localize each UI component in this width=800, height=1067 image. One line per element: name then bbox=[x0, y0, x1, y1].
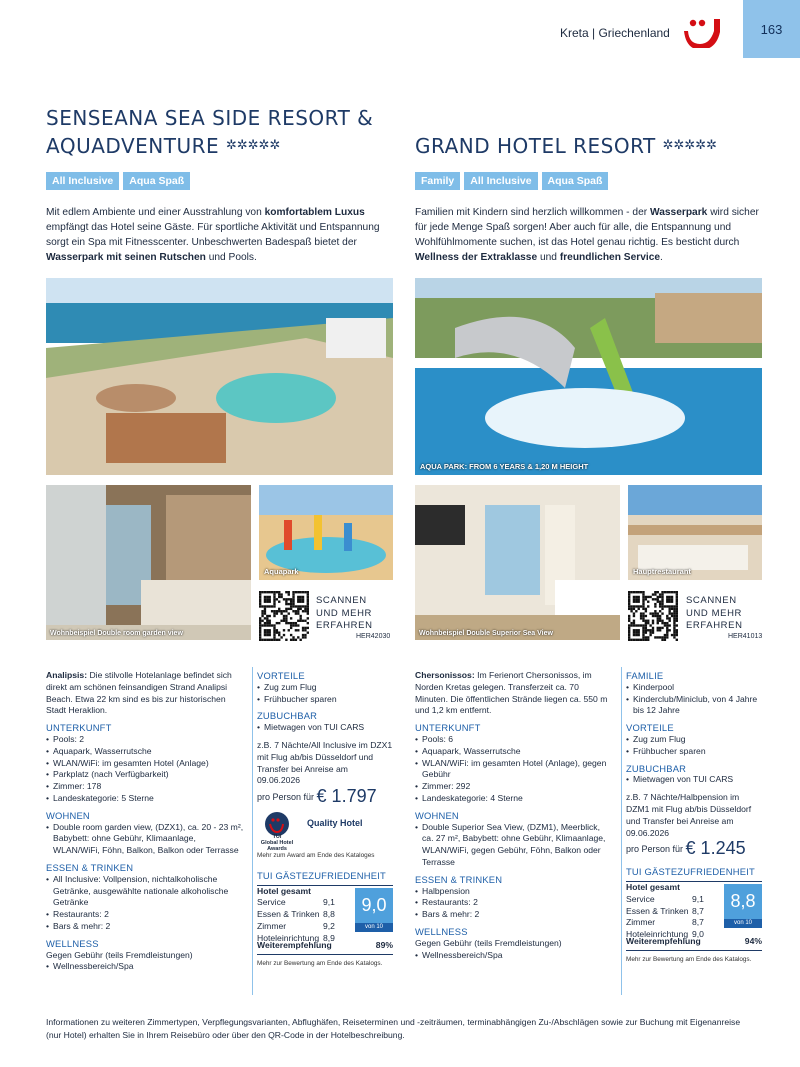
rating-value: 9,2 bbox=[323, 920, 335, 931]
wellness-text: Gegen Gebühr (teils Fremdleistungen) bbox=[415, 937, 562, 948]
section-list bbox=[626, 682, 762, 717]
left-tags bbox=[46, 171, 194, 190]
intro-text: komfortablem Luxus bbox=[264, 207, 365, 218]
intro-text: freundlichen Service bbox=[559, 252, 661, 263]
section-title: VORTEILE bbox=[257, 670, 305, 681]
list-item: • Double room garden view, (DZX1), ca. 20 - 23 m², Babybett: ohne Gebühr, Klimaanlage, WLAN/WiFi, Föhn, Balkon, Balkon oder Terrasse bbox=[46, 822, 244, 857]
recommend-label: Weiterempfehlung bbox=[626, 936, 701, 947]
location-label: Analipsis: bbox=[46, 670, 88, 680]
recommendation bbox=[257, 940, 393, 952]
list-item: • Double Superior Sea View, (DZM1), Meerblick, ca. 27 m², Babybett: ohne Gebühr, Klimaanlage, WLAN/WiFi, gegen Gebühr, Föhn, Balkon oder Terrasse bbox=[415, 822, 613, 869]
list-item: • Landeskategorie: 4 Sterne bbox=[415, 793, 613, 805]
recommend-value: 94% bbox=[744, 936, 762, 947]
rating-box bbox=[257, 885, 393, 955]
restaurant-photo bbox=[628, 485, 762, 580]
list-item: • Bars & mehr: 2 bbox=[46, 921, 244, 933]
section-title: UNTERKUNFT bbox=[46, 722, 112, 734]
right-details bbox=[415, 670, 613, 961]
list-item: • Aquapark, Wasserrutsche bbox=[46, 746, 244, 758]
left-title-line2: AQUADVENTURE bbox=[46, 134, 220, 158]
intro-text: empfängt das Hotel seine Gäste. Für sportliche Aktivität und Entspannung sorgt ein Spa mit Fitnesscenter. Unbeschwerten Badespaß bietet der bbox=[46, 222, 380, 248]
recommendation bbox=[626, 936, 762, 948]
offer-text: z.B. 7 Nächte/All Inclusive im DZX1 mit Flug ab/bis Düsseldorf und Transfer bei Anreise am 09.06.2026 bbox=[257, 739, 393, 786]
scan-line: ERFAHREN bbox=[316, 620, 373, 631]
hotel-code: HER42030 bbox=[356, 633, 391, 640]
rating-title: TUI GÄSTEZUFRIEDENHEIT bbox=[257, 869, 386, 881]
section-list bbox=[46, 734, 244, 805]
list-item: • Kinderclub/Miniclub, von 4 Jahre bis 12 Jahre bbox=[626, 694, 762, 718]
score-scale: von 10 bbox=[355, 923, 393, 932]
scan-text bbox=[316, 595, 373, 633]
right-sidebar bbox=[626, 670, 762, 966]
left-hotel-title bbox=[46, 104, 396, 160]
section-list bbox=[257, 682, 393, 706]
rating-note: Mehr zur Bewertung am Ende des Katalogs. bbox=[257, 959, 383, 967]
offer-text: z.B. 7 Nächte/Halbpension im DZM1 mit Flug ab/bis Düsseldorf und Transfer bei Anreise am 09.06.2026 bbox=[626, 792, 752, 838]
rating-label: Zimmer bbox=[257, 920, 287, 931]
price-prefix: pro Person für bbox=[257, 792, 315, 803]
intro-text: wird sicher für jede Menge Spaß sorgen! Aber auch für alle, die Entspannung und Wohlfühlmomente suchen, ist das Hotel genau richtig. Es besticht durch bbox=[415, 207, 759, 248]
award-line: Global Hotel bbox=[260, 839, 294, 846]
intro-text: Wasserpark mit seinen Rutschen bbox=[46, 252, 206, 263]
list-item: • Pools: 2 bbox=[46, 734, 244, 746]
list-item: • Kinderpool bbox=[626, 682, 762, 694]
list-item: • Frühbucher sparen bbox=[626, 746, 762, 758]
right-intro bbox=[415, 205, 763, 265]
recommend-value: 89% bbox=[375, 939, 393, 950]
hotel-code: HER41013 bbox=[728, 633, 763, 640]
rating-label: Hoteleinrichtung bbox=[257, 932, 320, 943]
right-hotel-title bbox=[415, 132, 765, 160]
location-text bbox=[415, 670, 613, 717]
price-prefix: pro Person für bbox=[626, 844, 684, 855]
location-label: Chersonissos: bbox=[415, 670, 475, 680]
section-list bbox=[46, 822, 244, 857]
rating-value: 9,0 bbox=[692, 929, 704, 940]
list-item: • Wellnessbereich/Spa bbox=[415, 950, 613, 962]
section-title: ZUBUCHBAR bbox=[626, 762, 687, 774]
rating-box bbox=[626, 881, 762, 951]
scan-line: UND MEHR bbox=[316, 607, 372, 619]
list-item: • WLAN/WiFi: im gesamten Hotel (Anlage), gegen Gebühr bbox=[415, 758, 613, 782]
section-title: WOHNEN bbox=[415, 809, 459, 821]
list-item: • Pools: 6 bbox=[415, 734, 613, 746]
price-value: € 1.245 bbox=[685, 838, 746, 859]
aquapark-caption: Aquapark bbox=[264, 567, 299, 576]
right-stars: ✲✲✲✲✲ bbox=[662, 138, 718, 153]
list-item: • Parkplatz (nach Verfügbarkeit) bbox=[46, 769, 244, 781]
tag: All Inclusive bbox=[46, 172, 119, 190]
score-scale: von 10 bbox=[724, 919, 762, 928]
award-line: TUI bbox=[272, 833, 282, 840]
rating-value: 8,7 bbox=[692, 905, 704, 916]
section-title: WELLNESS bbox=[46, 937, 99, 949]
page-number: 163 bbox=[743, 0, 800, 58]
scan-line: UND MEHR bbox=[686, 607, 742, 619]
rating-value: 8,9 bbox=[323, 932, 335, 943]
left-details bbox=[46, 670, 244, 973]
restaurant-caption: Hauptrestaurant bbox=[633, 567, 691, 576]
tag: Aqua Spaß bbox=[542, 172, 609, 190]
tag: Aqua Spaß bbox=[123, 172, 190, 190]
award-note: Mehr zum Award am Ende des Kataloges bbox=[257, 851, 375, 859]
rating-label: Essen & Trinken bbox=[257, 909, 320, 920]
section-list bbox=[415, 822, 613, 869]
rating-label: Service bbox=[626, 893, 655, 904]
section-list bbox=[257, 722, 393, 734]
list-item: • All Inclusive: Vollpension, nichtalkoholische Getränke, ausgewählte nationale alkoholische Getränke bbox=[46, 874, 244, 909]
rating-title: TUI GÄSTEZUFRIEDENHEIT bbox=[626, 866, 755, 878]
price-value: € 1.797 bbox=[316, 786, 377, 807]
intro-text: Wasserpark bbox=[649, 207, 708, 218]
list-item: • Landeskategorie: 5 Sterne bbox=[46, 793, 244, 805]
right-title: GRAND HOTEL RESORT bbox=[415, 134, 656, 158]
rating-label: Essen & Trinken bbox=[626, 905, 689, 916]
aquapark-photo bbox=[259, 485, 393, 580]
left-title-line1: SENSEANA SEA SIDE RESORT & bbox=[46, 106, 374, 130]
section-title: WOHNEN bbox=[46, 809, 90, 821]
header-location: Kreta | Griechenland bbox=[560, 26, 670, 40]
list-item: • WLAN/WiFi: im gesamten Hotel (Anlage) bbox=[46, 758, 244, 770]
rating-label: Service bbox=[257, 897, 286, 908]
list-item: • Restaurants: 2 bbox=[46, 909, 244, 921]
rating-value: 8,7 bbox=[692, 917, 704, 928]
section-title: WELLNESS bbox=[415, 925, 468, 937]
wellness-text: Gegen Gebühr (teils Fremdleistungen) bbox=[46, 949, 193, 960]
divider bbox=[621, 667, 622, 995]
scan-text bbox=[686, 595, 743, 633]
list-item: • Zug zum Flug bbox=[257, 682, 393, 694]
list-item: • Aquapark, Wasserrutsche bbox=[415, 746, 613, 758]
intro-text: Wellness der Extraklasse bbox=[415, 252, 538, 263]
rating-label: Hoteleinrichtung bbox=[626, 929, 689, 940]
list-item: • Wellnessbereich/Spa bbox=[46, 961, 244, 973]
section-title: ESSEN & TRINKEN bbox=[415, 873, 503, 885]
award-label: Quality Hotel bbox=[307, 817, 363, 828]
qr-code[interactable] bbox=[259, 591, 309, 641]
divider bbox=[252, 667, 253, 995]
score-badge: 8,8 bbox=[724, 884, 762, 919]
list-item: • Bars & mehr: 2 bbox=[415, 909, 613, 921]
room-photo bbox=[46, 485, 251, 640]
section-title: ZUBUCHBAR bbox=[257, 710, 318, 722]
section-list bbox=[46, 874, 244, 933]
location-text bbox=[46, 670, 244, 717]
list-item: • Mietwagen von TUI CARS bbox=[626, 774, 762, 786]
right-tags bbox=[415, 171, 612, 190]
location-desc: Im Ferienort Chersonissos, im Norden Kretas gelegen. Transferzeit ca. 70 Minuten. Die öffentlichen Strände liegen ca. 550 m und 1,2 km entfernt. bbox=[415, 670, 608, 716]
rating-value: 8,8 bbox=[323, 909, 335, 920]
section-list bbox=[626, 774, 762, 786]
room-photo bbox=[415, 485, 620, 640]
section-title: VORTEILE bbox=[626, 722, 674, 734]
intro-text: Mit edlem Ambiente und einer Ausstrahlung von bbox=[46, 207, 265, 218]
score-badge: 9,0 bbox=[355, 888, 393, 923]
rating-label: Zimmer bbox=[626, 917, 656, 928]
section-title: UNTERKUNFT bbox=[415, 722, 481, 734]
tui-logo bbox=[684, 14, 726, 48]
rating-value: 9,1 bbox=[323, 897, 335, 908]
intro-text: . bbox=[660, 252, 663, 263]
left-sidebar bbox=[257, 670, 393, 969]
waterpark-caption: AQUA PARK: FROM 6 YEARS & 1,20 M HEIGHT bbox=[420, 462, 589, 471]
rating-head: Hotel gesamt bbox=[257, 885, 311, 896]
list-item: • Zug zum Flug bbox=[626, 734, 762, 746]
section-list bbox=[415, 886, 613, 921]
recommend-label: Weiterempfehlung bbox=[257, 939, 332, 950]
tag: Family bbox=[415, 172, 460, 190]
price bbox=[257, 786, 393, 807]
list-item: • Restaurants: 2 bbox=[415, 897, 613, 909]
qr-code[interactable] bbox=[628, 591, 678, 641]
list-item: • Frühbucher sparen bbox=[257, 694, 393, 706]
intro-text: Familien mit Kindern sind herzlich willkommen - der bbox=[415, 207, 650, 218]
list-item: • Zimmer: 178 bbox=[46, 781, 244, 793]
location-desc: Die stilvolle Hotelanlage befindet sich direkt am schönen feinsandigen Strand Analipsi Beach. Etwa 22 km sind es bis zur historischen Stadt Heraklion. bbox=[46, 670, 232, 716]
scan-line: SCANNEN bbox=[316, 595, 367, 606]
rating-head: Hotel gesamt bbox=[626, 881, 680, 892]
price bbox=[626, 838, 762, 859]
award-line: Awards bbox=[267, 845, 287, 852]
section-title: FAMILIE bbox=[626, 670, 664, 681]
footer-note: Informationen zu weiteren Zimmertypen, Verpflegungsvarianten, Abflughäfen, Reiseterminen und -zeiträumen, terminabhängigen Zu-/Abschlägen sowie zur Buchung mit Eigenanreise (nur Hotel) erhalten Sie in Ihrem Reisebüro oder über den QR-Code in der Hotelbeschreibung. bbox=[46, 1017, 741, 1040]
scan-line: SCANNEN bbox=[686, 595, 737, 606]
award-badge bbox=[257, 810, 393, 852]
list-item: • Zimmer: 292 bbox=[415, 781, 613, 793]
scan-line: ERFAHREN bbox=[686, 620, 743, 631]
resort-aerial-photo bbox=[46, 278, 393, 475]
room-caption: Wohnbeispiel Double room garden view bbox=[50, 630, 183, 637]
intro-text: und bbox=[537, 252, 560, 263]
room-caption: Wohnbeispiel Double Superior Sea View bbox=[419, 630, 553, 637]
waterpark-photo bbox=[415, 278, 762, 475]
rating-value: 9,1 bbox=[692, 893, 704, 904]
tag: All Inclusive bbox=[464, 172, 537, 190]
left-intro bbox=[46, 205, 394, 265]
left-stars: ✲✲✲✲✲ bbox=[225, 138, 281, 153]
section-list bbox=[415, 734, 613, 805]
intro-text: und Pools. bbox=[205, 252, 257, 263]
section-title: ESSEN & TRINKEN bbox=[46, 861, 134, 873]
list-item: • Mietwagen von TUI CARS bbox=[257, 722, 393, 734]
list-item: • Halbpension bbox=[415, 886, 613, 898]
section-list bbox=[626, 734, 762, 758]
rating-note: Mehr zur Bewertung am Ende des Katalogs. bbox=[626, 955, 752, 963]
